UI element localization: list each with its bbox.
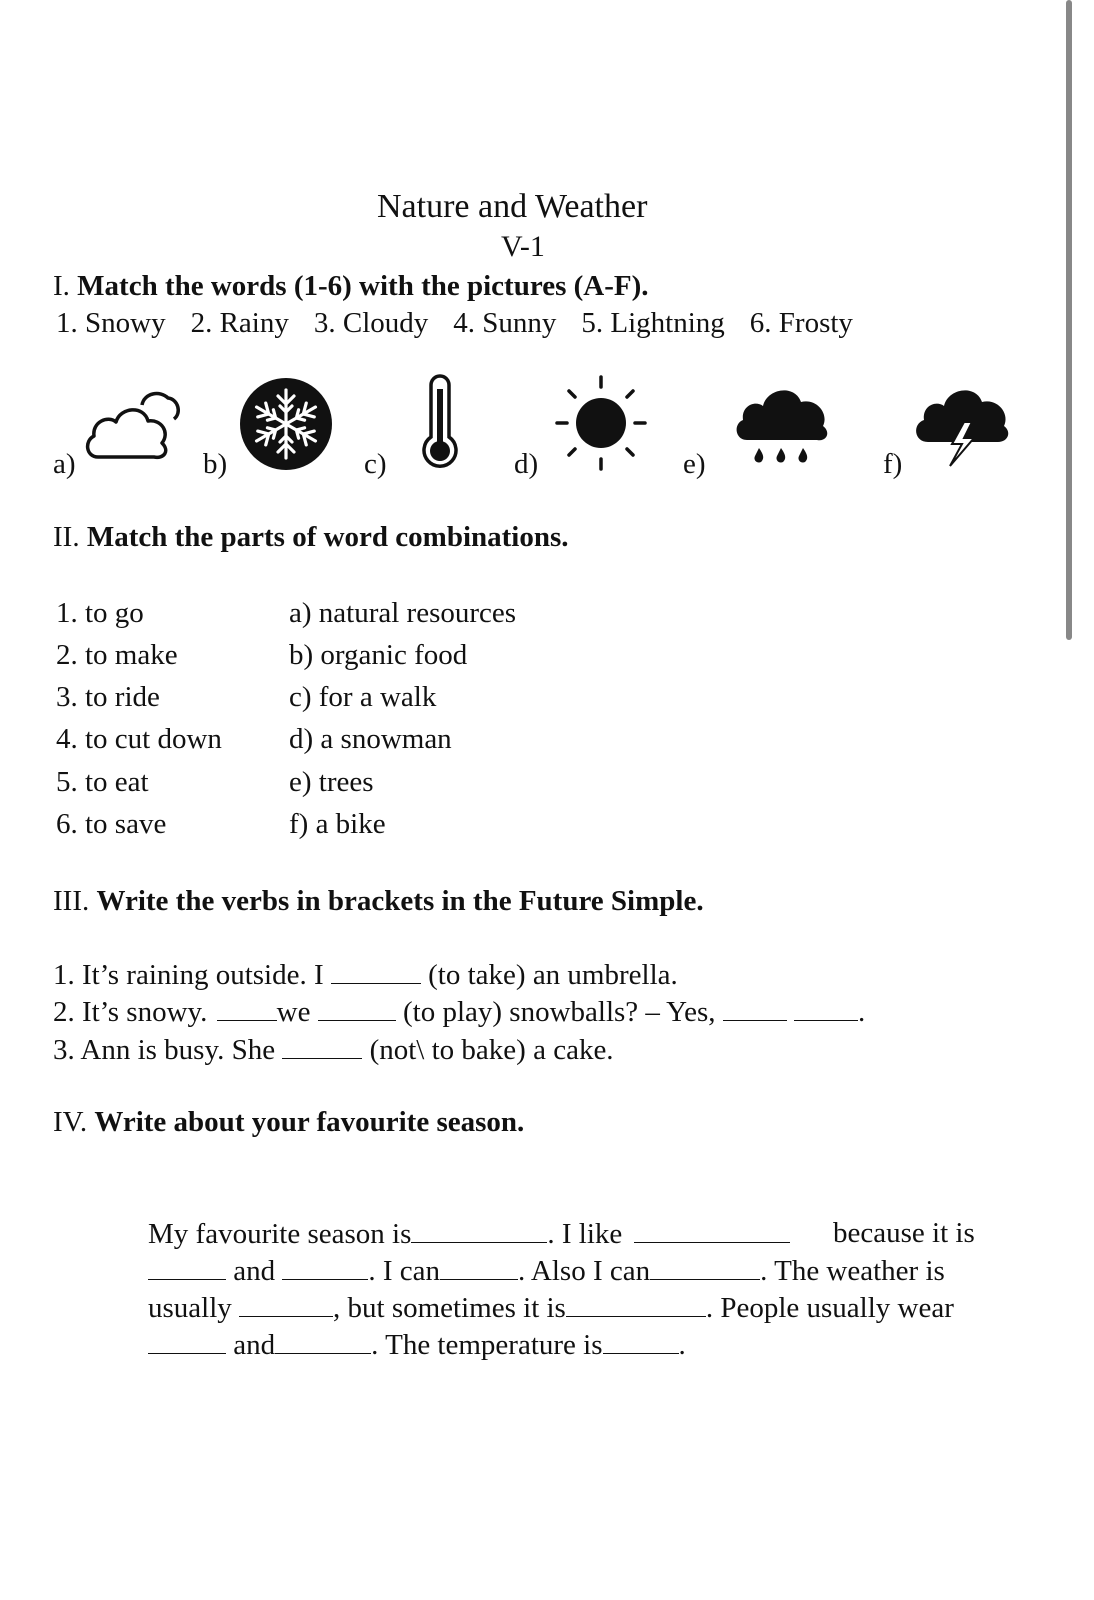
right-item: d) a snowman <box>289 723 452 755</box>
essay-line-1-end: because it is <box>833 1217 975 1249</box>
left-item: 5. to eat <box>56 766 149 798</box>
answer-blank[interactable] <box>440 1253 518 1280</box>
answer-blank[interactable] <box>650 1253 760 1280</box>
left-item: 4. to cut down <box>56 723 222 755</box>
word-item: 4. Sunny <box>453 307 557 339</box>
picture-label-b: b) <box>203 448 228 480</box>
answer-blank[interactable] <box>566 1290 706 1317</box>
essay-line-1: My favourite season is . I like <box>148 1216 790 1251</box>
right-item: a) natural resources <box>289 597 517 629</box>
answer-blank[interactable] <box>411 1216 547 1243</box>
section-3-heading <box>53 884 704 918</box>
section-4-instruction: Write about your favourite season. <box>94 1106 525 1138</box>
snowflake-icon <box>238 378 334 470</box>
exercise-sentence-2: 2. It’s snowy. we (to play) snowballs? – Yes, . <box>53 996 866 1028</box>
answer-blank[interactable] <box>275 1327 371 1354</box>
right-item: e) trees <box>289 766 374 798</box>
thermometer-icon <box>417 375 463 473</box>
picture-label-d: d) <box>514 448 539 480</box>
word-item: 5. Lightning <box>581 307 725 339</box>
picture-label-f: f) <box>883 448 903 480</box>
picture-label-e: e) <box>683 448 706 480</box>
section-1-instruction: Match the words (1-6) with the pictures (A-F). <box>77 270 649 302</box>
word-item: 6. Frosty <box>749 307 853 339</box>
essay-line-4: and . The temperature is . <box>148 1327 686 1362</box>
answer-blank[interactable] <box>318 994 396 1021</box>
answer-blank[interactable] <box>794 994 858 1021</box>
sun-icon <box>553 373 649 473</box>
word-item: 1. Snowy <box>56 307 166 339</box>
cloud-icon <box>82 385 182 465</box>
answer-blank[interactable] <box>148 1253 226 1280</box>
left-item: 3. to ride <box>56 681 160 713</box>
lightning-cloud-icon <box>912 382 1012 468</box>
answer-blank[interactable] <box>634 1216 790 1243</box>
answer-blank[interactable] <box>239 1290 333 1317</box>
essay-line-3: usually , but sometimes it is . People usually wear <box>148 1292 954 1324</box>
section-1-number: I. <box>53 270 70 302</box>
section-1-heading <box>53 269 648 303</box>
section-2-instruction: Match the parts of word combinations. <box>86 521 569 553</box>
right-item: c) for a walk <box>289 681 437 713</box>
section-3-instruction: Write the verbs in brackets in the Future Simple. <box>96 885 704 917</box>
left-item: 2. to make <box>56 639 178 671</box>
left-item: 6. to save <box>56 808 167 840</box>
section-4-heading <box>53 1105 524 1139</box>
answer-blank[interactable] <box>148 1327 226 1354</box>
section-2-number: II. <box>53 521 80 553</box>
answer-blank[interactable] <box>282 1032 362 1059</box>
rain-cloud-icon <box>733 378 831 470</box>
word-item: 3. Cloudy <box>313 307 429 339</box>
section-2-heading <box>53 520 569 554</box>
variant-label: V-1 <box>501 230 545 263</box>
word-list <box>56 306 853 340</box>
picture-label-a: a) <box>53 448 76 480</box>
section-4-number: IV. <box>53 1106 88 1138</box>
essay-line-2: and . I can . Also I can . The weather is <box>148 1253 945 1288</box>
scrollbar[interactable] <box>1066 0 1072 640</box>
answer-blank[interactable] <box>603 1327 679 1354</box>
section-3-number: III. <box>53 885 90 917</box>
page-title: Nature and Weather <box>377 188 648 225</box>
right-item: b) organic food <box>289 639 468 671</box>
answer-blank[interactable] <box>282 1253 368 1280</box>
answer-blank[interactable] <box>217 994 277 1021</box>
left-item: 1. to go <box>56 597 144 629</box>
answer-blank[interactable] <box>723 994 787 1021</box>
answer-blank[interactable] <box>331 957 421 984</box>
word-item: 2. Rainy <box>190 307 289 339</box>
right-item: f) a bike <box>289 808 386 840</box>
picture-label-c: c) <box>364 448 387 480</box>
exercise-sentence-1: 1. It’s raining outside. I (to take) an umbrella. <box>53 959 678 991</box>
exercise-sentence-3: 3. Ann is busy. She (not\ to bake) a cake. <box>53 1034 614 1066</box>
